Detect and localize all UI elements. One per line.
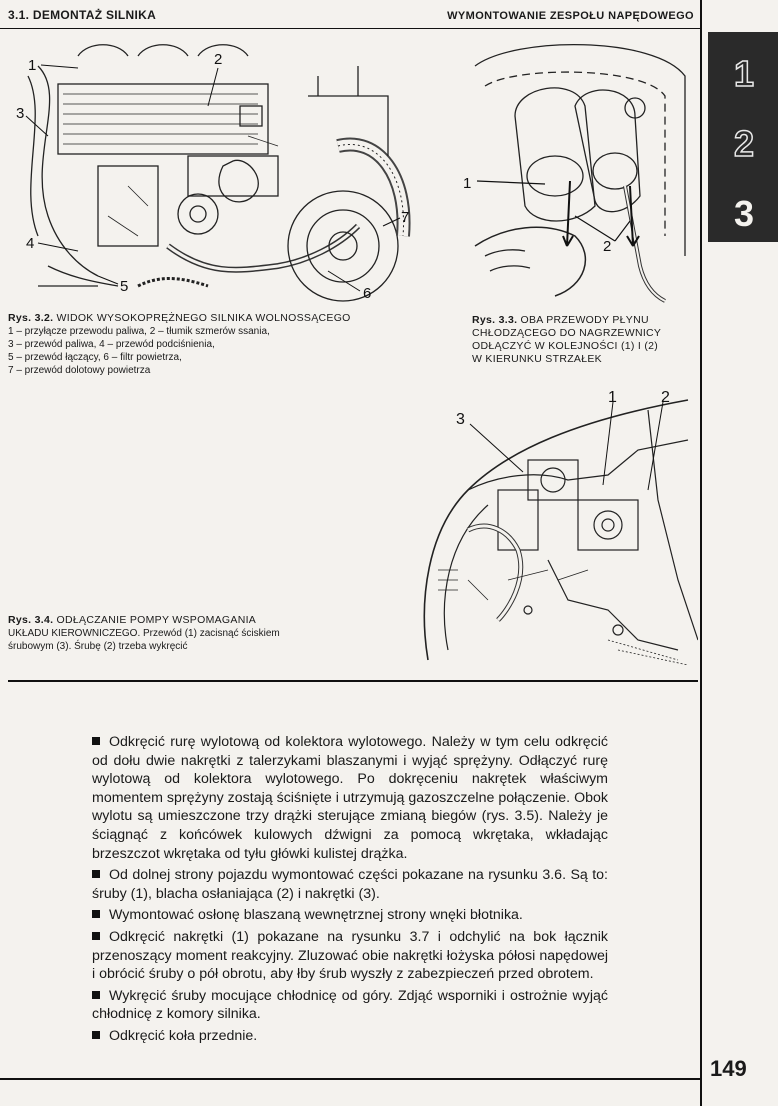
margin-rule (700, 0, 702, 1106)
fig-3-3-caption-line: ODŁĄCZYĆ W KOLEJNOŚCI (1) I (2) (472, 340, 659, 352)
bullet-icon (92, 910, 100, 918)
bullet-icon (92, 870, 100, 878)
instruction-paragraph: Odkręcić rurę wylotową od kolektora wylotowego. Należy w tym celu odkręcić od dołu dwie nakrętki z talerzykami blaszanymi i wyjąć sprężyny. Odłączyć rurę wylotową od kolektora wylotowego. Po dokręceniu nakrętek właściwym momentem sprężyny zostają ściśnięte i utrzymują gazoszczelne połączenie. Obok wylotu są umieszczone trzy drążki sterujące zmianą biegów (rys. 3.5). Należy je ściągnąć z końcówek kulowych dźwigni za pomocą wkrętaka, wkładając brzeszczot wkrętaka od tyłu główki kulistej drążka. (92, 734, 608, 862)
heater-hoses-illustration (475, 45, 685, 301)
fig-3-2-label-2: 2 (214, 51, 223, 68)
fig-3-2-caption-line: 7 – przewód dolotowy powietrza (8, 365, 151, 376)
figure-3-4-caption (8, 614, 398, 653)
fig-3-4-label-2: 2 (661, 389, 670, 406)
instruction-paragraph: Od dolnej strony pojazdu wymontować części pokazane na rysunku 3.6. Są to: śruby (1), blacha osłaniająca (2) i nakrętki (3). (92, 867, 608, 902)
fig-3-4-caption-title: ODŁĄCZANIE POMPY WSPOMAGANIA (56, 614, 257, 626)
fig-3-2-caption-line: 5 – przewód łączący, 6 – filtr powietrza, (8, 352, 182, 363)
bullet-icon (92, 932, 100, 940)
bullet-icon (92, 737, 100, 745)
engine-illustration (28, 45, 404, 301)
fig-3-4-caption-line: śrubowym (3). Śrubę (2) trzeba wykręcić (8, 641, 188, 652)
instruction-paragraph: Odkręcić nakrętki (1) pokazane na rysunku 3.7 i odchylić na bok łącznik przenoszący moment reakcyjny. Zluzować obie nakrętki łożyska półosi napędowej i obrócić śruby o pół obrotu, aby łby śrub wyszły z zabezpieczeń przed obrotem. (92, 928, 608, 983)
fig-3-3-label-1: 1 (463, 175, 472, 192)
chapter-title: WYMONTOWANIE ZESPOŁU NAPĘDOWEGO (447, 10, 694, 22)
figure-3-4-steering-pump-drawing (408, 380, 698, 670)
fig-3-2-caption-line: 1 – przyłącze przewodu paliwa, 2 – tłumik szmerów ssania, (8, 326, 270, 337)
bullet-icon (92, 991, 100, 999)
instruction-paragraph: Wymontować osłonę blaszaną wewnętrznej strony wnęki błotnika. (92, 906, 608, 925)
fig-3-2-label-1: 1 (28, 57, 37, 74)
fig-3-4-label-3: 3 (456, 411, 465, 428)
fig-3-4-caption-id: Rys. 3.4. (8, 614, 54, 626)
figure-3-2-caption (8, 312, 428, 377)
fig-3-2-label-4: 4 (26, 235, 35, 252)
running-header (0, 0, 700, 29)
figure-3-3-caption (472, 314, 694, 366)
fig-3-2-caption-title: WIDOK WYSOKOPRĘŻNEGO SILNIKA WOLNOSSĄCEGO (56, 312, 351, 324)
chapter-tab-1: 1 (733, 53, 755, 94)
instructions-text (92, 733, 608, 1049)
fig-3-3-caption-line: CHŁODZĄCEGO DO NAGRZEWNICY (472, 327, 662, 339)
figure-3-3-heater-hoses-drawing (455, 36, 695, 306)
chapter-tab-3-active: 3 (733, 193, 755, 234)
instruction-paragraph: Wykręcić śruby mocujące chłodnicę od góry. Zdjąć wsporniki i ostrożnie wyjąć chłodnicę z komory silnika. (92, 987, 608, 1023)
fig-3-2-caption-line: 3 – przewód paliwa, 4 – przewód podciśnienia, (8, 339, 215, 350)
section-title: 3.1. DEMONTAŻ SILNIKA (8, 8, 157, 22)
fig-3-2-label-3: 3 (16, 105, 25, 122)
fig-3-3-caption-line: W KIERUNKU STRZAŁEK (472, 353, 602, 365)
fig-3-3-caption-line: OBA PRZEWODY PŁYNU (520, 314, 649, 326)
instruction-paragraph: Odkręcić koła przednie. (92, 1027, 608, 1046)
fig-3-2-label-6: 6 (363, 285, 372, 302)
footer-rule (0, 1078, 700, 1080)
fig-3-3-label-2: 2 (603, 238, 612, 255)
fig-3-2-label-7: 7 (401, 209, 410, 226)
fig-3-4-label-1: 1 (608, 389, 617, 406)
fig-3-3-caption-id: Rys. 3.3. (472, 314, 518, 326)
page-number: 149 (710, 1056, 747, 1081)
fig-3-2-caption-id: Rys. 3.2. (8, 312, 54, 324)
section-divider (8, 680, 698, 682)
fig-3-2-label-5: 5 (120, 278, 129, 295)
bullet-icon (92, 1031, 100, 1039)
fig-3-4-caption-line: UKŁADU KIEROWNICZEGO. Przewód (1) zacisnąć ściskiem (8, 628, 280, 639)
figure-3-2-engine-drawing (8, 36, 438, 304)
chapter-tab-2: 2 (733, 123, 755, 164)
